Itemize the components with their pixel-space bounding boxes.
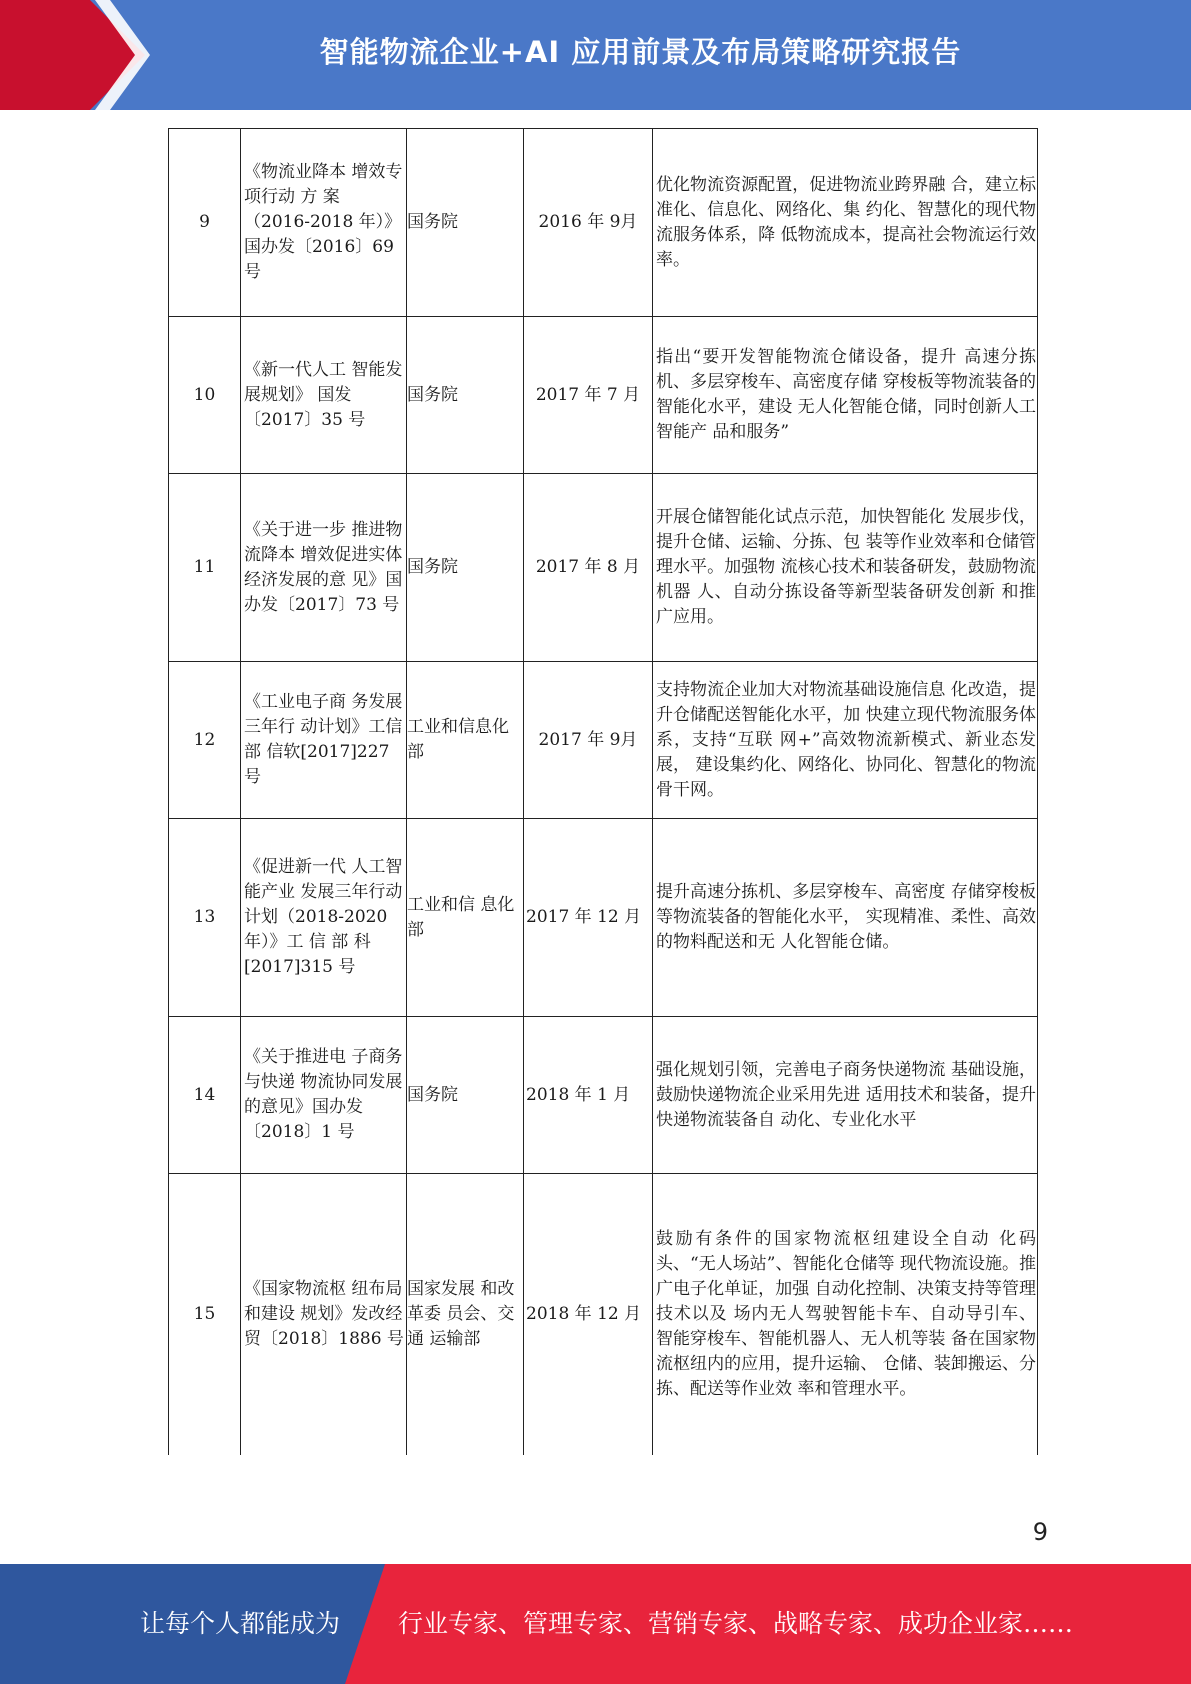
policy-name: 《关于推进电 子商务与快递 物流协同发展 的意见》国办发〔2018〕1 号 (241, 1017, 407, 1174)
page-footer (0, 1564, 1191, 1684)
row-number: 15 (169, 1174, 241, 1455)
row-number: 13 (169, 819, 241, 1017)
policy-name: 《关于进一步 推进物流降本 增效促进实体 经济发展的意 见》国办发〔2017〕73 号 (241, 474, 407, 662)
footer-slogan-right: 行业专家、管理专家、营销专家、战略专家、成功企业家…… (398, 1609, 1074, 1638)
row-number: 14 (169, 1017, 241, 1174)
table-row (169, 317, 1038, 474)
table-row (169, 1174, 1038, 1455)
row-number: 10 (169, 317, 241, 474)
table-row (169, 662, 1038, 819)
issuing-department: 工业和信 息化部 (407, 819, 524, 1017)
policy-content: 强化规划引领，完善电子商务快递物流 基础设施，鼓励快递物流企业采用先进 适用技术和装备，提升快递物流装备自 动化、专业化水平 (653, 1017, 1038, 1174)
table-row (169, 474, 1038, 662)
policy-table (168, 128, 1038, 1455)
report-title: 智能物流企业+AI 应用前景及布局策略研究报告 (319, 34, 962, 69)
policy-content: 开展仓储智能化试点示范，加快智能化 发展步伐，提升仓储、运输、分拣、包 装等作业效率和仓储管理水平。加强物 流核心技术和装备研发，鼓励物流机器 人、自动分拣设备等新型装备研发创新 和推广应用。 (653, 474, 1038, 662)
policy-content: 提升高速分拣机、多层穿梭车、高密度 存储穿梭板等物流装备的智能化水平， 实现精准、柔性、高效的物料配送和无 人化智能仓储。 (653, 819, 1038, 1017)
table-row (169, 1017, 1038, 1174)
page-header (0, 0, 1191, 110)
issuing-department: 工业和信息化部 (407, 662, 524, 819)
policy-name: 《物流业降本 增效专项行动 方 案（2016-2018 年）》国办发〔2016〕69 号 (241, 129, 407, 317)
page-number: 9 (1032, 1518, 1048, 1546)
row-number: 9 (169, 129, 241, 317)
issue-date: 2018 年 1 月 (524, 1017, 653, 1174)
row-number: 11 (169, 474, 241, 662)
policy-content: 优化物流资源配置，促进物流业跨界融 合，建立标准化、信息化、网络化、集 约化、智慧化的现代物流服务体系，降 低物流成本，提高社会物流运行效率。 (653, 129, 1038, 317)
table-row (169, 819, 1038, 1017)
issue-date: 2017 年 8 月 (524, 474, 653, 662)
policy-content: 指出“要开发智能物流仓储设备，提升 高速分拣机、多层穿梭车、高密度存储 穿梭板等物流装备的智能化水平，建设 无人化智能仓储，同时创新人工智能产 品和服务” (653, 317, 1038, 474)
policy-name: 《促进新一代 人工智能产业 发展三年行动 计划（2018-2020 年）》工 信 部 科 [2017]315 号 (241, 819, 407, 1017)
issue-date: 2016 年 9月 (524, 129, 653, 317)
policy-name: 《国家物流枢 纽布局和建设 规划》发改经贸〔2018〕1886 号 (241, 1174, 407, 1455)
policy-name: 《工业电子商 务发展三年行 动计划》工信部 信软[2017]227 号 (241, 662, 407, 819)
issue-date: 2017 年 12 月 (524, 819, 653, 1017)
row-number: 12 (169, 662, 241, 819)
issue-date: 2017 年 9月 (524, 662, 653, 819)
policy-name: 《新一代人工 智能发展规划》 国发〔2017〕35 号 (241, 317, 407, 474)
policy-content: 鼓励有条件的国家物流枢纽建设全自动 化码头、“无人场站”、智能化仓储等 现代物流设施。推广电子化单证，加强 自动化控制、决策支持等管理技术以及 场内无人驾驶智能卡车、自动导引车、 智能穿梭车、智能机器人、无人机等装 备在国家物流枢纽内的应用，提升运输、 仓储、装卸搬运、分拣、配送等作业效 率和管理水平。 (653, 1174, 1038, 1455)
issuing-department: 国务院 (407, 1017, 524, 1174)
issue-date: 2017 年 7 月 (524, 317, 653, 474)
issuing-department: 国务院 (407, 474, 524, 662)
issuing-department: 国家发展 和改革委 员会、交通 运输部 (407, 1174, 524, 1455)
footer-slogan-left: 让每个人都能成为 (140, 1609, 341, 1638)
table-row (169, 129, 1038, 317)
issuing-department: 国务院 (407, 317, 524, 474)
issue-date: 2018 年 12 月 (524, 1174, 653, 1455)
policy-content: 支持物流企业加大对物流基础设施信息 化改造，提升仓储配送智能化水平，加 快建立现代物流服务体系，支持“互联 网+”高效物流新模式、新业态发展， 建设集约化、网络化、协同化、智慧化的物流骨干网。 (653, 662, 1038, 819)
issuing-department: 国务院 (407, 129, 524, 317)
